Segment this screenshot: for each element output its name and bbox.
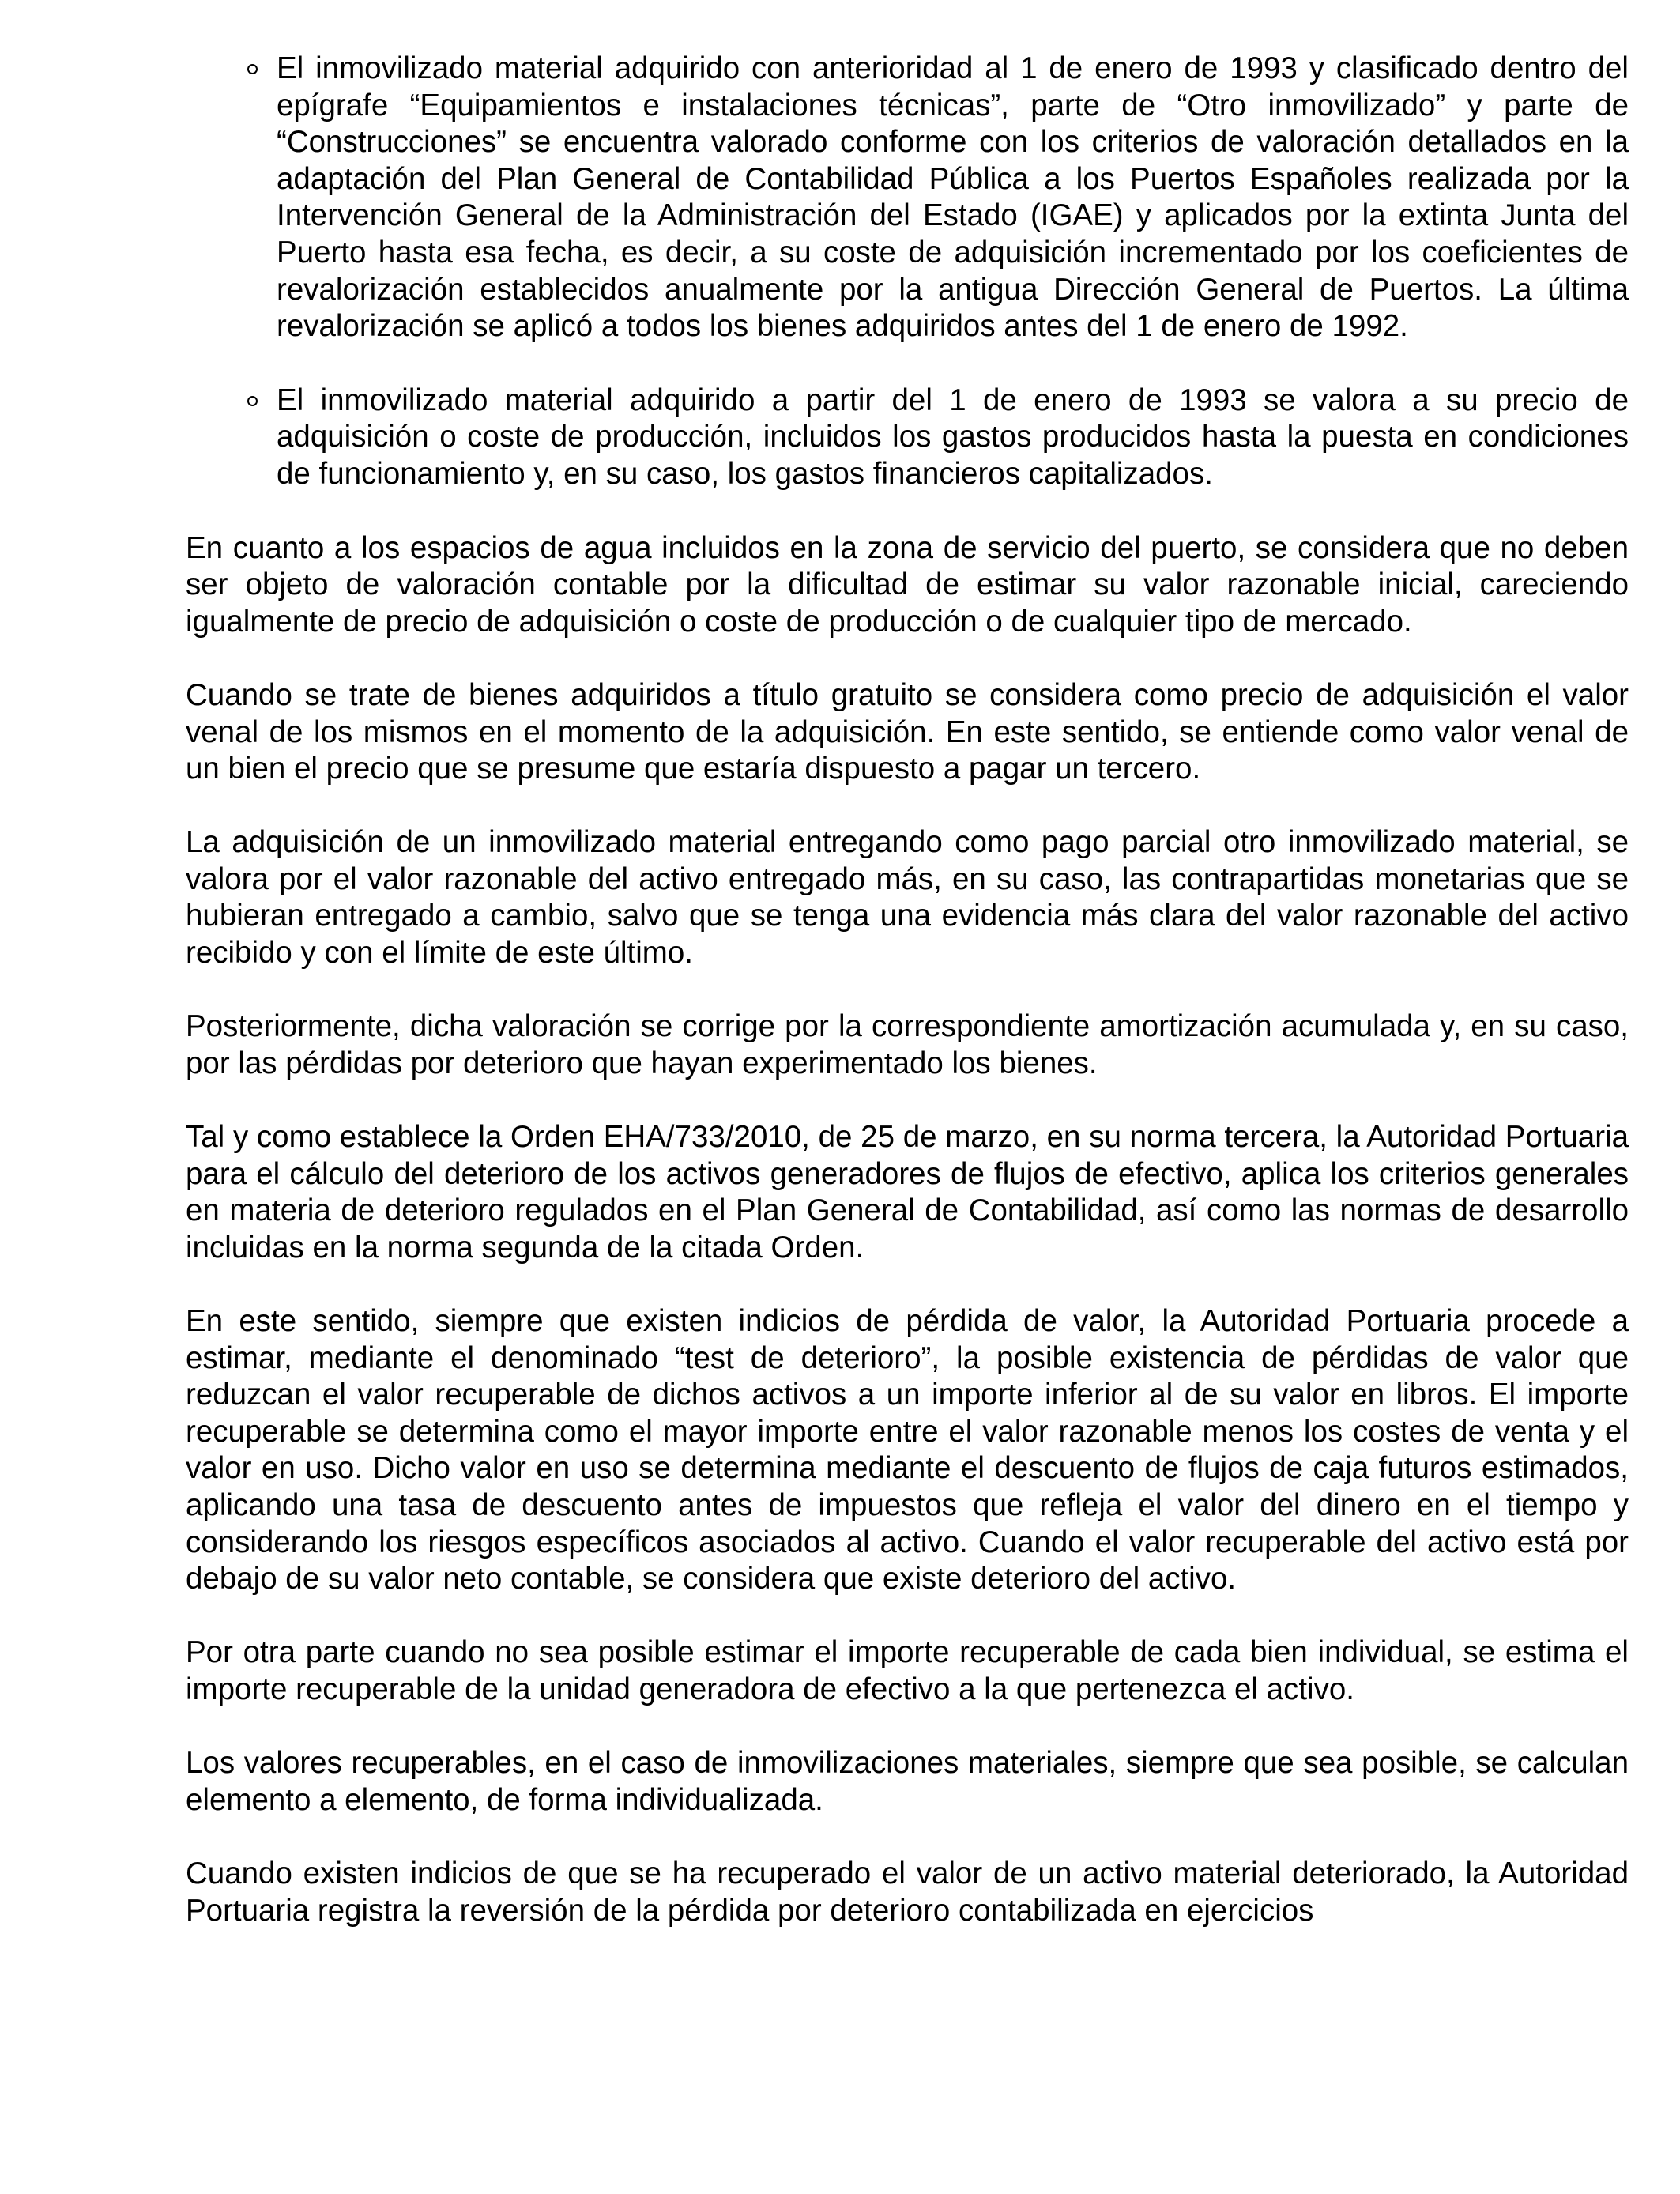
paragraph-espacios-de-agua: En cuanto a los espacios de agua incluidos en la zona de servicio del puerto, se considera que no deben ser objeto de valoración contable por la dificultad de estimar su valor razonable inicial, careciendo igualmente de precio de adquisición o coste de producción o de cualquier tipo de mercado. (186, 530, 1629, 639)
bullet-text: El inmovilizado material adquirido a partir del 1 de enero de 1993 se valora a su precio de adquisición o coste de producción, incluidos los gastos producidos hasta la puesta en condiciones de funcionamiento y, en su caso, los gastos financieros capitalizados. (277, 383, 1629, 491)
paragraph-permuta: La adquisición de un inmovilizado material entregando como pago parcial otro inmovilizado material, se valora por el valor razonable del activo entregado más, en su caso, las contrapartidas monetarias que se hubieran entregado a cambio, salvo que se tenga una evidencia más clara del valor razonable del activo recibido y con el límite de este último. (186, 825, 1629, 971)
paragraph-amortizacion: Posteriormente, dicha valoración se corrige por la correspondiente amortización acumulada y, en su caso, por las pérdidas por deterioro que hayan experimentado los bienes. (186, 1009, 1629, 1080)
paragraph-unidad-generadora: Por otra parte cuando no sea posible estimar el importe recuperable de cada bien individual, se estima el importe recuperable de la unidad generadora de efectivo a la que pertenezca el activo. (186, 1635, 1629, 1706)
paragraph-orden-eha: Tal y como establece la Orden EHA/733/2010, de 25 de marzo, en su norma tercera, la Autoridad Portuaria para el cálculo del deterioro de los activos generadores de flujos de efectivo, aplica los criterios generales en materia de deterioro regulados en el Plan General de Contabilidad, así como las normas de desarrollo incluidas en la norma segunda de la citada Orden. (186, 1120, 1629, 1265)
list-item (186, 383, 1629, 493)
paragraph-test-deterioro: En este sentido, siempre que existen indicios de pérdida de valor, la Autoridad Portuaria procede a estimar, mediante el denominado “test de deterioro”, la posible existencia de pérdidas de valor que reduzcan el valor recuperable de dichos activos a un importe inferior al de su valor en libros. El importe recuperable se determina como el mayor importe entre el valor razonable menos los costes de venta y el valor en uso. Dicho valor en uso se determina mediante el descuento de flujos de caja futuros estimados, aplicando una tasa de descuento antes de impuestos que refleja el valor del dinero en el tiempo y considerando los riesgos específicos asociados al activo. Cuando el valor recuperable del activo está por debajo de su valor neto contable, se considera que existe deterioro del activo. (186, 1304, 1629, 1596)
paragraph-reversion: Cuando existen indicios de que se ha recuperado el valor de un activo material deteriorado, la Autoridad Portuaria registra la reversión de la pérdida por deterioro contabilizada en ejercicios (186, 1856, 1629, 1928)
bullet-text: El inmovilizado material adquirido con anterioridad al 1 de enero de 1993 y clasificado dentro del epígrafe “Equipamientos e instalaciones técnicas”, parte de “Otro inmovilizado” y parte de “Construcciones” se encuentra valorado conforme con los criterios de valoración detallados en la adaptación del Plan General de Contabilidad Pública a los Puertos Españoles realizada por la Intervención General de la Administración del Estado (IGAE) y aplicados por la extinta Junta del Puerto hasta esa fecha, es decir, a su coste de adquisición incrementado por los coeficientes de revalorización establecidos anualmente por la antigua Dirección General de Puertos. La última revalorización se aplicó a todos los bienes adquiridos antes del 1 de enero de 1992. (277, 51, 1629, 344)
paragraph-valores-recuperables: Los valores recuperables, en el caso de inmovilizaciones materiales, siempre que sea posible, se calculan elemento a elemento, de forma individualizada. (186, 1746, 1629, 1817)
bullet-list (186, 51, 1629, 493)
bullet-circle-icon (247, 64, 258, 74)
list-item (186, 51, 1629, 345)
paragraph-titulo-gratuito: Cuando se trate de bienes adquiridos a título gratuito se considera como precio de adquisición el valor venal de los mismos en el momento de la adquisición. En este sentido, se entiende como valor venal de un bien el precio que se presume que estaría dispuesto a pagar un tercero. (186, 677, 1629, 786)
bullet-circle-icon (247, 396, 258, 406)
document-body (186, 51, 1629, 1966)
